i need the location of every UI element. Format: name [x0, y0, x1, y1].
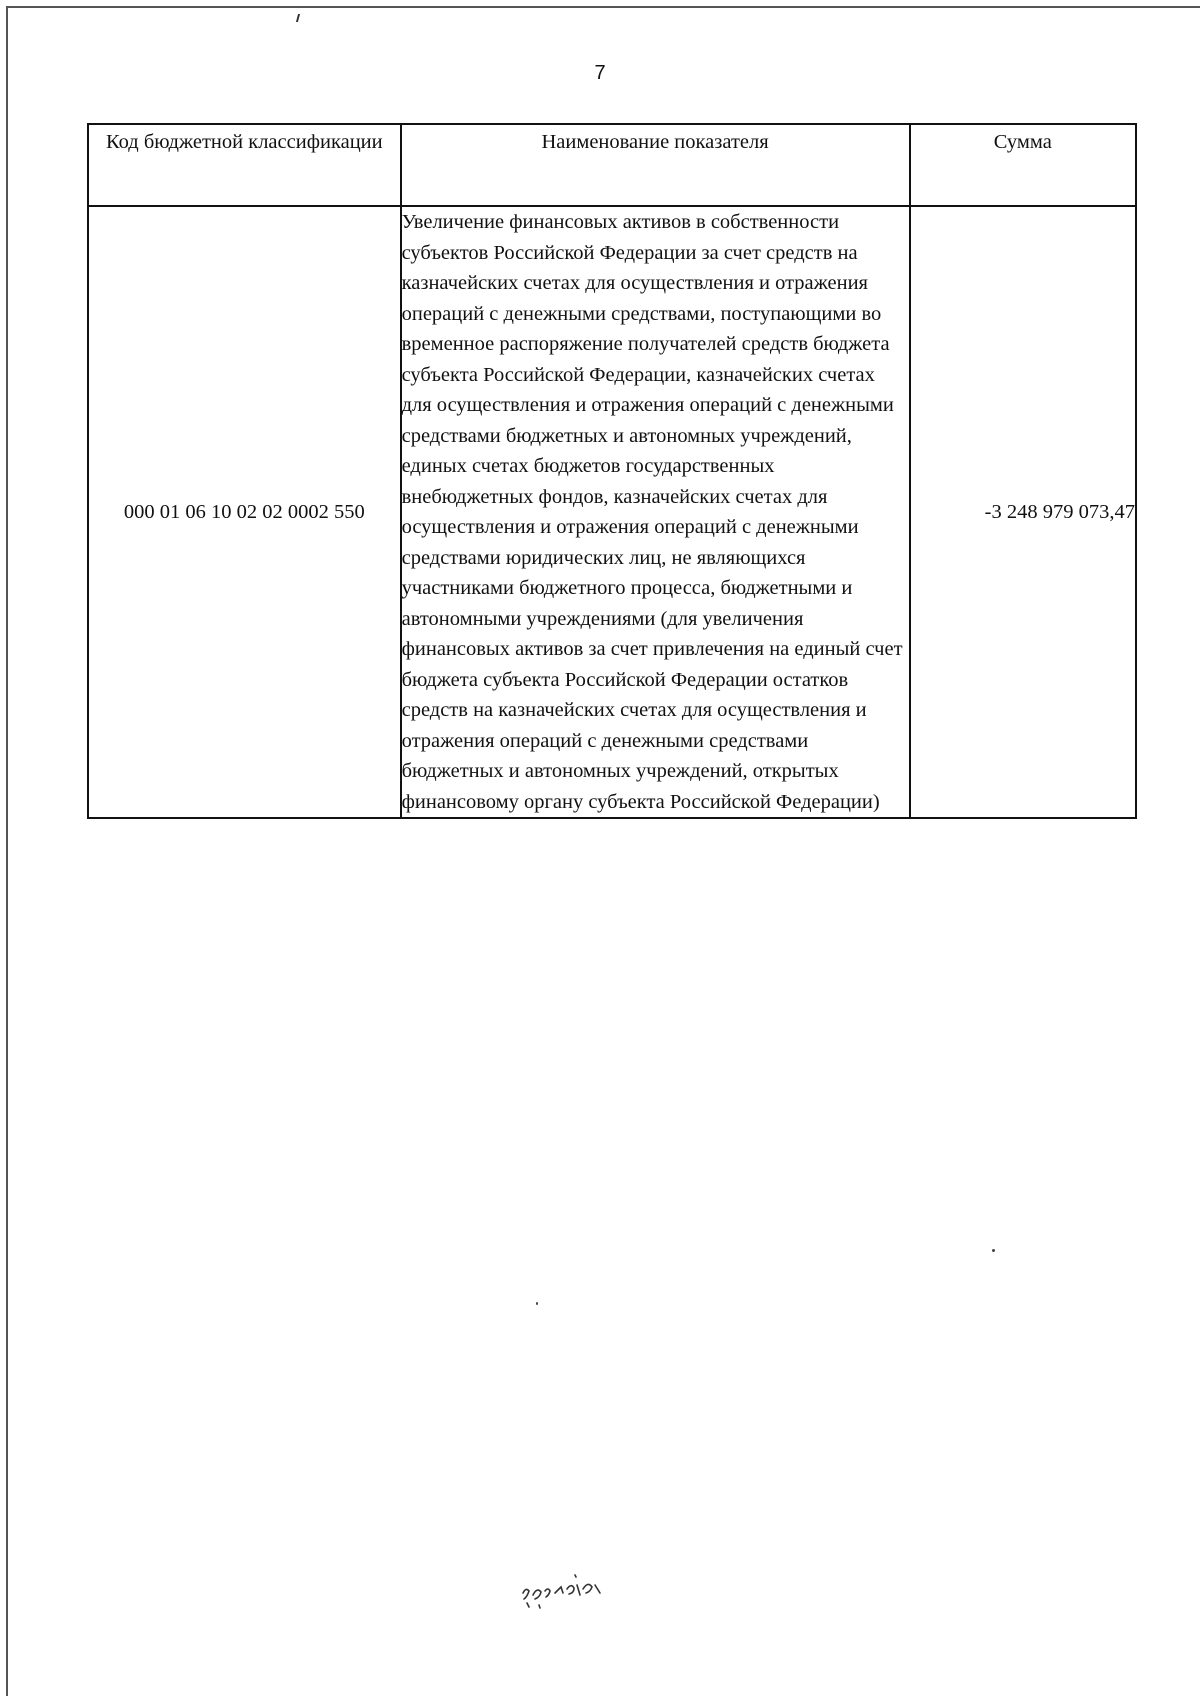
scan-speck [992, 1249, 995, 1252]
table-row [88, 206, 1136, 818]
name-cell: Увеличение финансовых активов в собственности субъектов Российской Федерации за счет средств на казначейских счетах для осуществления и отражения операций с денежными средствами, поступающими во временное распоряжение получателей средств бюджета субъекта Российской Федерации, казначейских счетах для осуществления и отражения операций с денежными средствами бюджетных и автономных учреждений, единых счетах бюджетов государственных внебюджетных фондов, казначейских счетах для осуществления и отражения операций с денежными средствами юридических лиц, не являющихся участниками бюджетного процесса, бюджетными и автономными учреждениями (для увеличения финансовых активов за счет привлечения на единый счет бюджета субъекта Российской Федерации остатков средств на казначейских счетах для осуществления и отражения операций с денежными средствами бюджетных и автономных учреждений, открытых финансовому органу субъекта Российской Федерации) [401, 206, 910, 818]
scan-speck [536, 1302, 538, 1305]
header-code [88, 124, 401, 206]
page-border-top [6, 6, 1200, 8]
header-name-label: Наименование показателя [541, 131, 769, 153]
header-sum [910, 124, 1136, 206]
header-code-label: Код бюджетной классификации [105, 131, 383, 153]
page-border-left [6, 6, 8, 1696]
code-cell: 000 01 06 10 02 02 0002 550 [88, 206, 401, 818]
table-header [88, 124, 1136, 206]
table-body [88, 206, 1136, 818]
handwritten-mark [515, 1555, 625, 1615]
page-number: 7 [594, 62, 606, 84]
scan-mark [296, 14, 300, 22]
header-row [88, 124, 1136, 206]
header-name [401, 124, 910, 206]
budget-table [87, 123, 1137, 819]
sum-cell: -3 248 979 073,47 [910, 206, 1136, 818]
header-sum-label: Сумма [993, 131, 1052, 153]
